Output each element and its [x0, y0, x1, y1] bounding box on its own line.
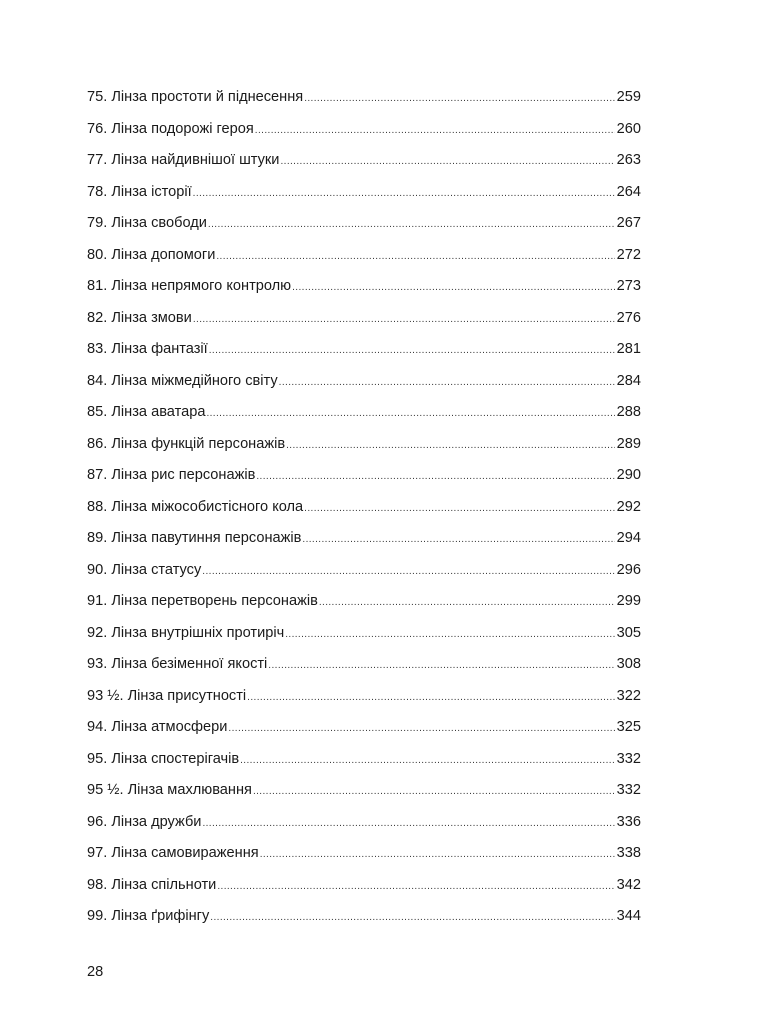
- toc-entry-title: 95. Лінза спостерігачів: [87, 750, 240, 767]
- dot-leader: [285, 619, 614, 651]
- toc-entry[interactable]: [87, 712, 641, 744]
- toc-entry[interactable]: [87, 334, 641, 366]
- toc-entry-page: 336: [616, 813, 641, 830]
- toc-entry-page: 260: [616, 120, 641, 137]
- dot-leader: [319, 587, 615, 619]
- toc-entry-page: 342: [616, 876, 641, 893]
- toc-entry[interactable]: [87, 114, 641, 146]
- toc-entry-title: 89. Лінза павутиння персонажів: [87, 530, 302, 546]
- toc-entry-title: 99. Лінза ґрифінгу: [87, 908, 210, 924]
- toc-entry-title: 75. Лінза простоти й піднесення: [87, 89, 304, 105]
- toc-entry[interactable]: [87, 82, 641, 114]
- table-of-contents: [87, 82, 641, 933]
- toc-entry-title: 95 ½. Лінза махлювання: [87, 782, 252, 798]
- toc-entry-title: 98. Лінза спільноти: [87, 876, 217, 893]
- toc-entry-title: 96. Лінза дружби: [87, 813, 202, 830]
- dot-leader: [202, 556, 614, 588]
- toc-entry-title: 94. Лінза атмосфери: [87, 719, 228, 735]
- toc-entry-title: 88. Лінза міжособистісного кола: [87, 498, 304, 515]
- toc-entry-page: 294: [616, 530, 641, 546]
- toc-entry-page: 289: [616, 435, 641, 452]
- toc-entry[interactable]: [87, 492, 641, 524]
- toc-entry-title: 87. Лінза рис персонажів: [87, 467, 256, 483]
- toc-entry-page: 281: [616, 341, 641, 357]
- toc-entry-page: 267: [616, 215, 641, 231]
- dot-leader: [202, 808, 614, 840]
- toc-entry-page: 325: [616, 719, 641, 735]
- toc-entry-title: 81. Лінза непрямого контролю: [87, 278, 292, 294]
- dot-leader: [209, 335, 615, 367]
- toc-entry[interactable]: [87, 366, 641, 398]
- dot-leader: [268, 650, 614, 682]
- dot-leader: [247, 682, 614, 714]
- toc-entry[interactable]: [87, 145, 641, 177]
- toc-entry[interactable]: [87, 744, 641, 776]
- toc-entry-title: 85. Лінза аватара: [87, 404, 206, 420]
- toc-entry-page: 273: [616, 278, 641, 294]
- dot-leader: [304, 83, 614, 115]
- toc-entry[interactable]: [87, 807, 641, 839]
- toc-entry[interactable]: [87, 523, 641, 555]
- toc-entry[interactable]: [87, 177, 641, 209]
- toc-entry[interactable]: [87, 208, 641, 240]
- dot-leader: [210, 902, 614, 934]
- toc-entry[interactable]: [87, 901, 641, 933]
- dot-leader: [260, 839, 615, 871]
- toc-entry-title: 92. Лінза внутрішніх протиріч: [87, 624, 285, 641]
- toc-entry-page: 332: [616, 750, 641, 767]
- toc-entry-page: 344: [616, 908, 641, 924]
- toc-entry-title: 91. Лінза перетворень персонажів: [87, 593, 318, 609]
- dot-leader: [193, 178, 615, 210]
- toc-entry[interactable]: [87, 303, 641, 335]
- toc-entry[interactable]: [87, 397, 641, 429]
- dot-leader: [208, 209, 615, 241]
- toc-entry[interactable]: [87, 240, 641, 272]
- toc-entry-title: 76. Лінза подорожі героя: [87, 120, 254, 137]
- toc-entry-title: 79. Лінза свободи: [87, 215, 207, 231]
- toc-entry-page: 338: [616, 845, 641, 861]
- toc-entry-page: 284: [616, 372, 641, 389]
- dot-leader: [193, 304, 615, 336]
- dot-leader: [206, 398, 614, 430]
- dot-leader: [256, 461, 614, 493]
- toc-entry-title: 78. Лінза історії: [87, 183, 192, 200]
- toc-entry-title: 97. Лінза самовираження: [87, 845, 259, 861]
- dot-leader: [216, 241, 614, 273]
- toc-entry-page: 290: [616, 467, 641, 483]
- toc-entry[interactable]: [87, 460, 641, 492]
- toc-entry-title: 83. Лінза фантазії: [87, 341, 208, 357]
- page-number: 28: [87, 964, 104, 980]
- dot-leader: [304, 493, 614, 525]
- toc-entry-page: 264: [616, 183, 641, 200]
- dot-leader: [255, 115, 615, 147]
- toc-entry-page: 259: [616, 89, 641, 105]
- toc-entry-page: 299: [616, 593, 641, 609]
- dot-leader: [253, 776, 615, 808]
- toc-entry-page: 263: [616, 152, 641, 168]
- toc-entry-page: 288: [616, 404, 641, 420]
- toc-entry[interactable]: [87, 429, 641, 461]
- dot-leader: [228, 713, 614, 745]
- dot-leader: [286, 430, 615, 462]
- dot-leader: [302, 524, 614, 556]
- toc-entry-title: 80. Лінза допомоги: [87, 246, 216, 263]
- toc-entry[interactable]: [87, 870, 641, 902]
- toc-entry-page: 272: [616, 246, 641, 263]
- toc-entry-title: 90. Лінза статусу: [87, 561, 202, 578]
- toc-entry[interactable]: [87, 775, 641, 807]
- dot-leader: [280, 146, 614, 178]
- toc-entry[interactable]: [87, 681, 641, 713]
- dot-leader: [217, 871, 614, 903]
- toc-entry[interactable]: [87, 271, 641, 303]
- toc-entry-title: 77. Лінза найдивнішої штуки: [87, 152, 280, 168]
- toc-entry[interactable]: [87, 586, 641, 618]
- toc-entry-page: 322: [616, 687, 641, 704]
- toc-entry[interactable]: [87, 838, 641, 870]
- toc-entry-page: 276: [616, 309, 641, 326]
- toc-entry-page: 305: [616, 624, 641, 641]
- toc-entry-title: 86. Лінза функцій персонажів: [87, 435, 286, 452]
- toc-entry-title: 93. Лінза безіменної якості: [87, 656, 268, 672]
- toc-entry-title: 84. Лінза міжмедійного світу: [87, 372, 278, 389]
- toc-entry-title: 82. Лінза змови: [87, 309, 192, 326]
- dot-leader: [279, 367, 615, 399]
- toc-entry[interactable]: [87, 649, 641, 681]
- toc-entry-page: 308: [616, 656, 641, 672]
- toc-entry-page: 332: [616, 782, 641, 798]
- toc-entry-page: 292: [616, 498, 641, 515]
- dot-leader: [240, 745, 615, 777]
- toc-entry-title: 93 ½. Лінза присутності: [87, 687, 247, 704]
- toc-entry-page: 296: [616, 561, 641, 578]
- dot-leader: [292, 272, 615, 304]
- toc-entry[interactable]: [87, 618, 641, 650]
- toc-entry[interactable]: [87, 555, 641, 587]
